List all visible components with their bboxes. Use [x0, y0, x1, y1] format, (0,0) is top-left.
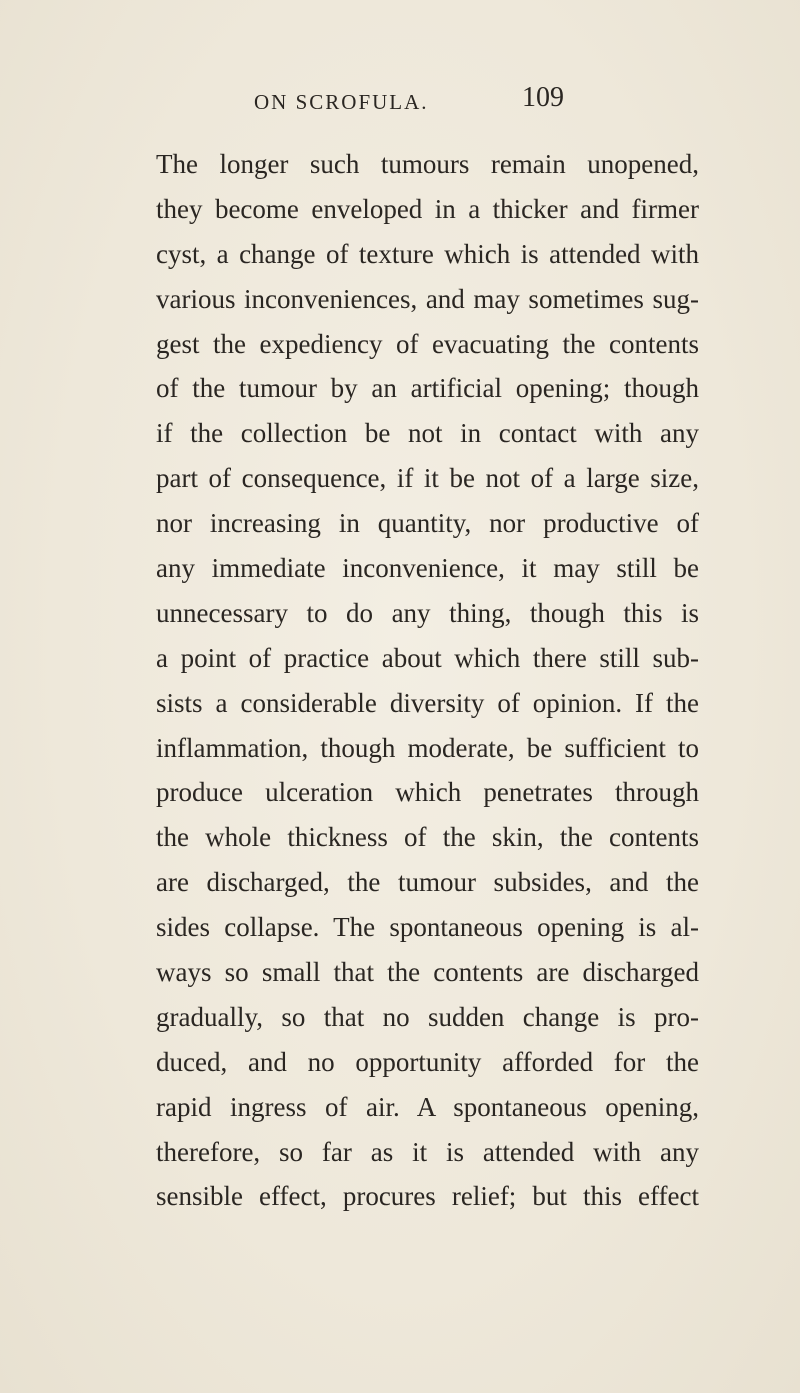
text-line: cyst, a change of texture which is attended with	[156, 238, 699, 269]
body-text	[156, 142, 699, 1219]
text-line: sists a considerable diversity of opinion. If the	[156, 687, 699, 718]
text-line: therefore, so far as it is attended with any	[156, 1136, 699, 1167]
text-line: nor increasing in quantity, nor productive of	[156, 508, 699, 539]
text-line: a point of practice about which there still sub-	[156, 642, 699, 673]
text-line: duced, and no opportunity afforded for the	[156, 1046, 699, 1077]
text-line: gradually, so that no sudden change is pro-	[156, 1001, 699, 1032]
text-line: they become enveloped in a thicker and firmer	[156, 193, 699, 224]
text-line: various inconveniences, and may sometimes sug-	[156, 283, 699, 314]
text-line: produce ulceration which penetrates through	[156, 777, 699, 808]
text-line: part of consequence, if it be not of a large size,	[156, 463, 699, 494]
text-line: The longer such tumours remain unopened,	[156, 149, 699, 179]
text-line: if the collection be not in contact with any	[156, 418, 699, 449]
text-line: unnecessary to do any thing, though this is	[156, 597, 699, 628]
text-line: ways so small that the contents are discharged	[156, 957, 699, 988]
text-line: are discharged, the tumour subsides, and the	[156, 867, 699, 898]
text-line: inflammation, though moderate, be sufficient to	[156, 732, 699, 763]
text-line: the whole thickness of the skin, the contents	[156, 822, 699, 853]
running-head	[254, 80, 564, 120]
page-number: 109	[522, 82, 564, 113]
text-line: rapid ingress of air. A spontaneous opening,	[156, 1091, 699, 1122]
text-line: sensible effect, procures relief; but this effect	[156, 1181, 699, 1212]
text-line: sides collapse. The spontaneous opening is al-	[156, 912, 699, 943]
text-line: of the tumour by an artificial opening; though	[156, 373, 699, 404]
text-line: any immediate inconvenience, it may still be	[156, 553, 699, 584]
text-line: gest the expediency of evacuating the contents	[156, 328, 699, 359]
running-title: ON SCROFULA.	[254, 90, 429, 114]
